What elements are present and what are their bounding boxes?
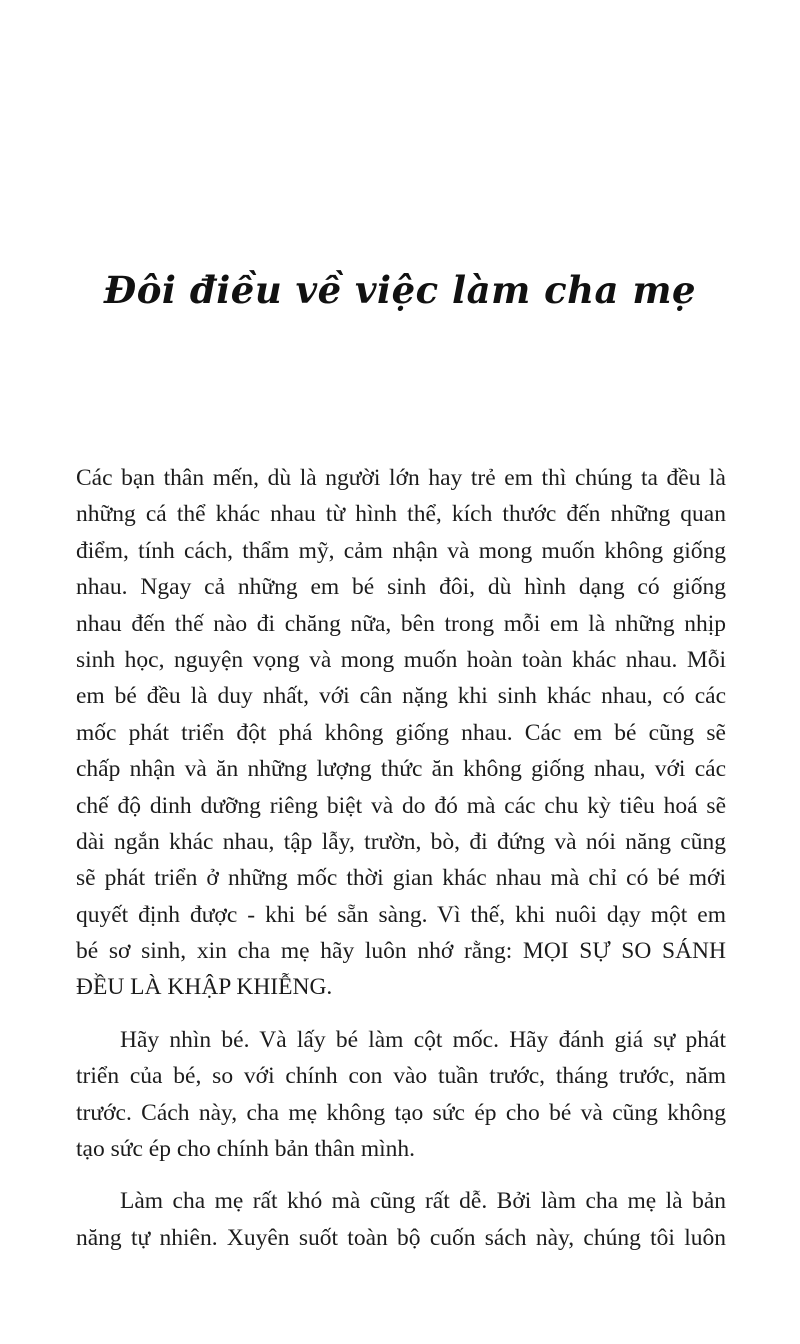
text-line: tạo sức ép cho chính bản thân mình. xyxy=(76,1136,416,1163)
text-line: những cá thể khác nhau từ hình thể, kích thước đến những quan xyxy=(76,501,726,528)
paragraph-gap xyxy=(76,1006,726,1022)
text-line: nhau. Ngay cả những em bé sinh đôi, dù hình dạng có giống xyxy=(76,574,726,601)
text-line: chấp nhận và ăn những lượng thức ăn không giống nhau, với các xyxy=(76,756,726,783)
text-line: Các bạn thân mến, dù là người lớn hay trẻ em thì chúng ta đều là xyxy=(76,465,726,491)
text-line: bé sơ sinh, xin cha mẹ hãy luôn nhớ rằng: MỌI SỰ SO SÁNH xyxy=(76,938,726,965)
text-line: sẽ phát triển ở những mốc thời gian khác nhau mà chỉ có bé mới xyxy=(76,865,726,892)
text-line: quyết định được - khi bé sẵn sàng. Vì thế, khi nuôi dạy một em xyxy=(76,901,726,928)
paragraph-compare xyxy=(76,1022,726,1168)
paragraph-gap xyxy=(76,1167,726,1183)
text-line: mốc phát triển đột phá không giống nhau. Các em bé cũng sẽ xyxy=(76,719,726,746)
text-line: trước. Cách này, cha mẹ không tạo sức ép cho bé và cũng không xyxy=(76,1099,726,1126)
text-line: năng tự nhiên. Xuyên suốt toàn bộ cuốn sách này, chúng tôi luôn xyxy=(76,1224,726,1251)
text-line: dài ngắn khác nhau, tập lẫy, trườn, bò, đi đứng và nói năng cũng xyxy=(76,828,726,855)
text-line: em bé đều là duy nhất, với cân nặng khi sinh khác nhau, có các xyxy=(76,683,726,710)
text-line: Hãy nhìn bé. Và lấy bé làm cột mốc. Hãy đánh giá sự phát xyxy=(120,1026,726,1053)
paragraph-parenting xyxy=(76,1183,726,1256)
text-line: ĐỀU LÀ KHẬP KHIỄNG. xyxy=(76,974,333,1001)
chapter-title: Đôi điều về việc làm cha mẹ xyxy=(103,268,697,312)
text-line: Làm cha mẹ rất khó mà cũng rất dễ. Bởi làm cha mẹ là bản xyxy=(120,1188,726,1215)
body-text xyxy=(76,460,726,1256)
text-line: chế độ dinh dưỡng riêng biệt và do đó mà các chu kỳ tiêu hoá sẽ xyxy=(76,792,726,819)
text-line: điểm, tính cách, thẩm mỹ, cảm nhận và mong muốn không giống xyxy=(76,537,726,564)
paragraph-intro xyxy=(76,460,726,1006)
text-line: sinh học, nguyện vọng và mong muốn hoàn toàn khác nhau. Mỗi xyxy=(76,646,726,673)
text-line: nhau đến thế nào đi chăng nữa, bên trong mỗi em là những nhịp xyxy=(76,610,726,637)
text-line: triển của bé, so với chính con vào tuần trước, tháng trước, năm xyxy=(76,1063,726,1090)
